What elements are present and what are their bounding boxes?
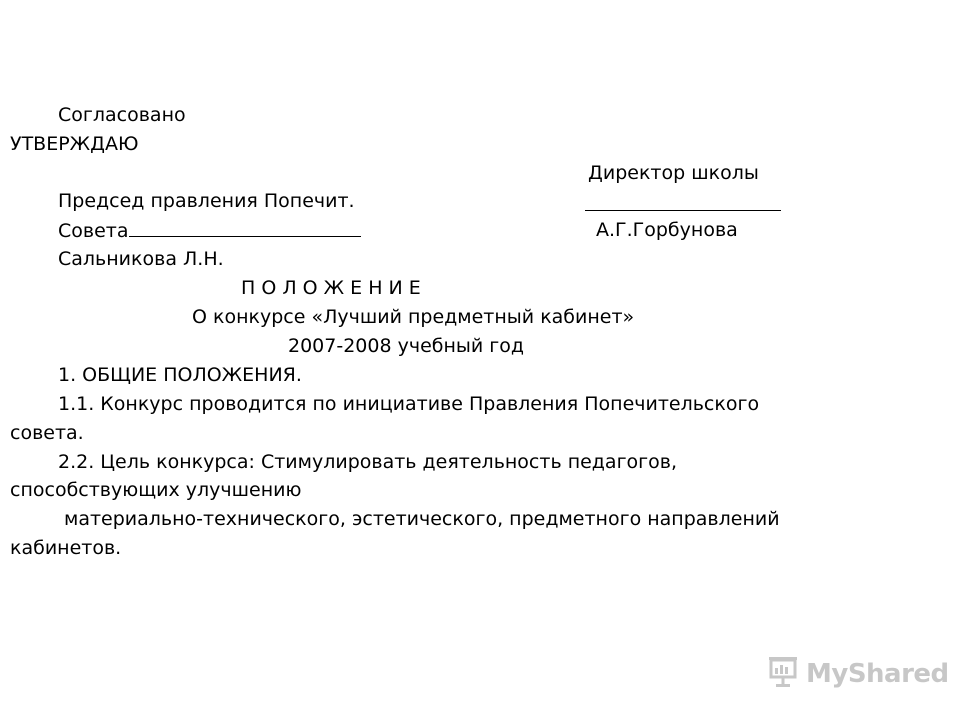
paragraph2-line3: материально-технического, эстетического, предметного направлений <box>64 508 780 530</box>
document-subtitle: О конкурсе «Лучший предметный кабинет» <box>192 306 635 328</box>
paragraph2-line1: 2.2. Цель конкурса: Стимулировать деятельность педагогов, <box>58 451 678 473</box>
approve-label: УТВЕРЖДАЮ <box>10 133 139 155</box>
paragraph2-line4: кабинетов. <box>10 537 122 559</box>
council-signature-line <box>129 218 361 237</box>
watermark-text: MyShared <box>806 659 949 689</box>
director-signature-line <box>585 192 781 211</box>
paragraph2-line2: способствующих улучшению <box>10 479 302 501</box>
board-chair-line: Председ правления Попечит. <box>58 190 355 212</box>
presentation-board-icon <box>766 655 800 693</box>
document-year: 2007-2008 учебный год <box>288 335 525 357</box>
chair-name: Сальникова Л.Н. <box>58 248 224 270</box>
paragraph1-line2: совета. <box>10 422 84 444</box>
director-title: Директор школы <box>588 162 759 184</box>
paragraph1-line1: 1.1. Конкурс проводится по инициативе Правления Попечительского <box>58 393 760 415</box>
section1-heading: 1. ОБЩИЕ ПОЛОЖЕНИЯ. <box>58 364 302 386</box>
council-label: Совета <box>58 220 129 242</box>
director-name: А.Г.Горбунова <box>596 219 738 241</box>
document-heading: П О Л О Ж Е Н И Е <box>241 277 421 299</box>
agreed-label: Согласовано <box>58 104 186 126</box>
myshared-watermark <box>766 654 949 694</box>
council-line <box>58 218 361 243</box>
